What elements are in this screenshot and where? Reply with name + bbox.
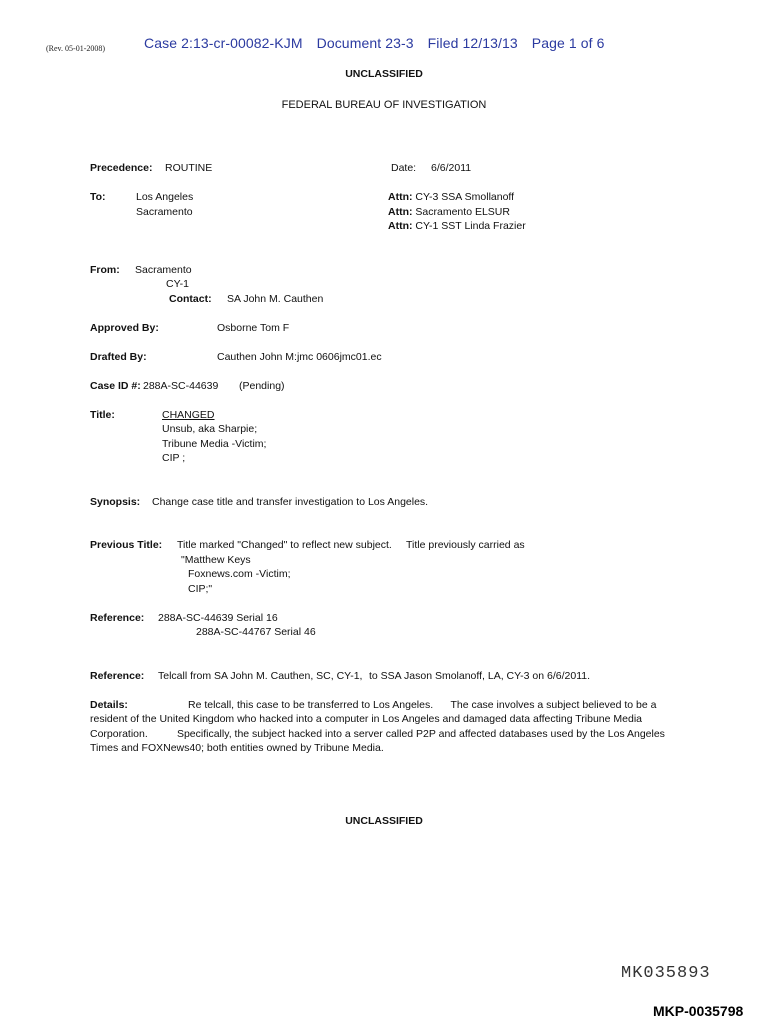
approved-by-value: Osborne Tom F bbox=[217, 322, 290, 334]
to-line: Los Angeles bbox=[136, 191, 194, 203]
to-label: To: bbox=[90, 191, 106, 203]
reference-text: to SSA Jason Smolanoff, LA, CY-3 on 6/6/2011. bbox=[369, 670, 591, 682]
title-line: CHANGED bbox=[162, 409, 215, 421]
from-unit: CY-1 bbox=[166, 278, 189, 290]
attn-value: CY-1 SST Linda Frazier bbox=[415, 220, 526, 232]
attn-line bbox=[388, 219, 526, 234]
classification-bottom: UNCLASSIFIED bbox=[345, 815, 423, 827]
title-label: Title: bbox=[90, 409, 115, 421]
approved-by-label: Approved By: bbox=[90, 322, 159, 334]
from-office: Sacramento bbox=[135, 264, 192, 276]
attn-value: Sacramento ELSUR bbox=[415, 206, 510, 218]
precedence-value: ROUTINE bbox=[165, 162, 213, 174]
document-stamp: MK035893 bbox=[621, 964, 711, 983]
reference-line: 288A-SC-44767 Serial 46 bbox=[196, 626, 316, 638]
title-line: Tribune Media -Victim; bbox=[162, 438, 267, 450]
attn-line bbox=[388, 205, 510, 220]
case-number: Case 2:13-cr-00082-KJM bbox=[144, 35, 303, 51]
document-number: Document 23-3 bbox=[316, 35, 414, 51]
case-status: (Pending) bbox=[239, 380, 285, 392]
title-line: Unsub, aka Sharpie; bbox=[162, 423, 258, 435]
details-line: Re telcall, this case to be transferred to Los Angeles. The case involves a subject believed to be a bbox=[188, 699, 657, 711]
filed-date: Filed 12/13/13 bbox=[427, 35, 518, 51]
previous-title-text: Title marked "Changed" to reflect new subject. bbox=[177, 539, 392, 551]
previous-title-line: "Matthew Keys bbox=[181, 554, 251, 566]
reference-label: Reference: bbox=[90, 612, 145, 624]
details-label: Details: bbox=[90, 699, 128, 711]
agency-title: FEDERAL BUREAU OF INVESTIGATION bbox=[281, 99, 487, 111]
reference-label: Reference: bbox=[90, 670, 145, 682]
previous-title-line: CIP;" bbox=[188, 583, 213, 595]
court-header bbox=[144, 35, 615, 51]
contact-value: SA John M. Cauthen bbox=[227, 293, 324, 305]
attn-label: Attn: bbox=[388, 191, 413, 203]
case-id-value: 288A-SC-44639 bbox=[143, 380, 219, 392]
reference-text: Telcall from SA John M. Cauthen, SC, CY-1, bbox=[158, 670, 363, 682]
title-line: CIP ; bbox=[162, 452, 186, 464]
synopsis-label: Synopsis: bbox=[90, 496, 141, 508]
bates-number: MKP-0035798 bbox=[653, 1003, 744, 1019]
date-value: 6/6/2011 bbox=[431, 162, 472, 174]
revision-label: (Rev. 05-01-2008) bbox=[46, 44, 106, 53]
drafted-by-value: Cauthen John M:jmc 0606jmc01.ec bbox=[217, 351, 382, 363]
attn-line bbox=[388, 190, 514, 205]
previous-title-line: Foxnews.com -Victim; bbox=[188, 568, 291, 580]
attn-label: Attn: bbox=[388, 206, 413, 218]
date-label: Date: bbox=[391, 162, 417, 174]
from-label: From: bbox=[90, 264, 120, 276]
previous-title-text: Title previously carried as bbox=[406, 539, 525, 551]
page-indicator: Page 1 of 6 bbox=[531, 35, 605, 51]
attn-value: CY-3 SSA Smollanoff bbox=[415, 191, 515, 203]
details-line: Times and FOXNews40; both entities owned by Tribune Media. bbox=[90, 742, 384, 754]
previous-title-label: Previous Title: bbox=[90, 539, 163, 551]
case-id-label: Case ID #: bbox=[90, 380, 141, 392]
reference-line: 288A-SC-44639 Serial 16 bbox=[158, 612, 278, 624]
details-line: Corporation. Specifically, the subject hacked into a server called P2P and affected databases used by the Los Angeles bbox=[90, 728, 665, 740]
classification-top: UNCLASSIFIED bbox=[345, 68, 423, 80]
contact-label: Contact: bbox=[169, 293, 212, 305]
to-line: Sacramento bbox=[136, 206, 193, 218]
drafted-by-label: Drafted By: bbox=[90, 351, 147, 363]
precedence-label: Precedence: bbox=[90, 162, 153, 174]
attn-label: Attn: bbox=[388, 220, 413, 232]
synopsis-text: Change case title and transfer investigation to Los Angeles. bbox=[152, 496, 429, 508]
details-line: resident of the United Kingdom who hacked into a computer in Los Angeles and damaged data affecting Tribune Media bbox=[90, 713, 642, 725]
